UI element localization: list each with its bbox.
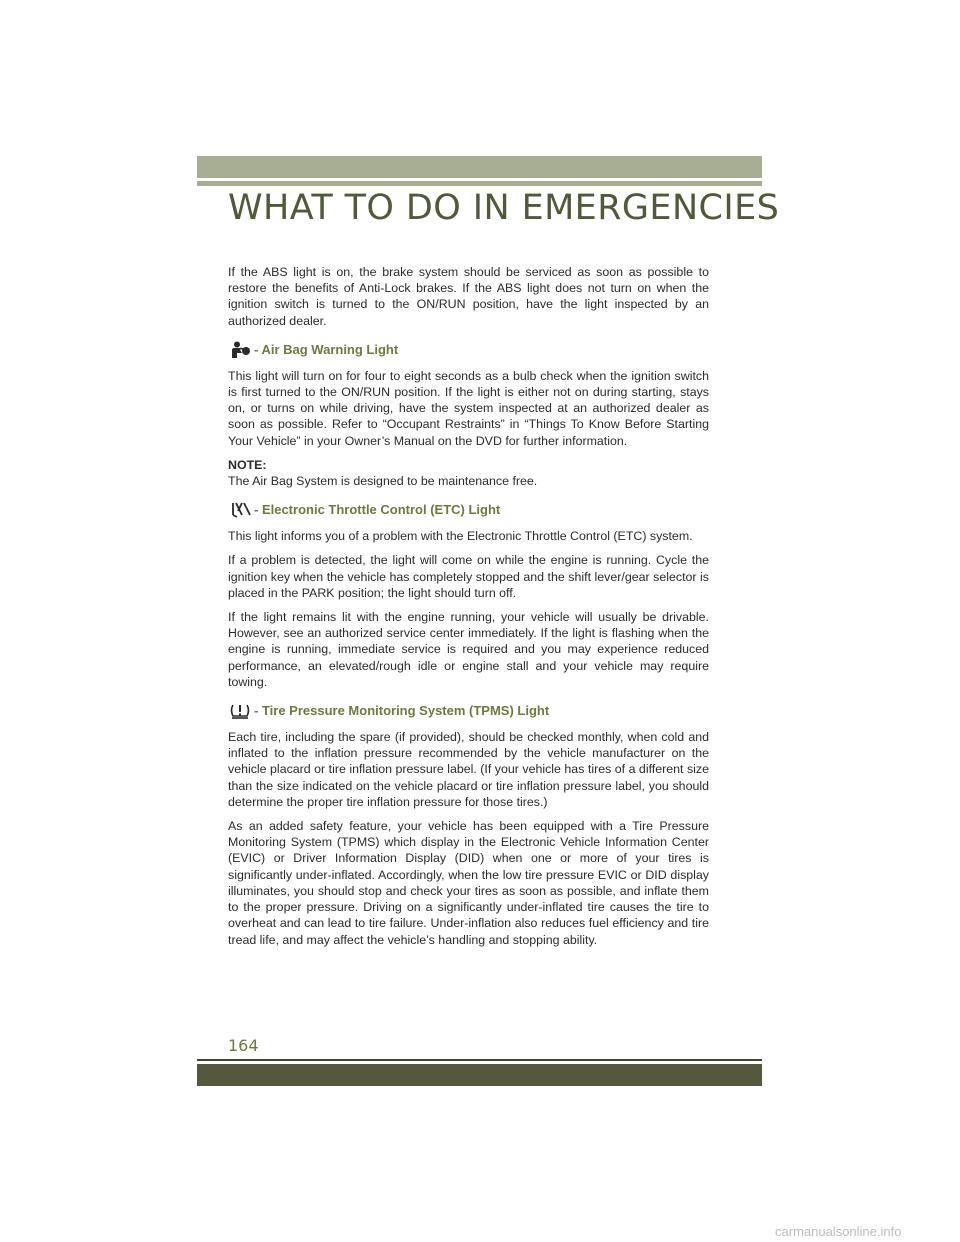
etc-paragraph-3: If the light remains lit with the engine running, your vehicle will usually be drivable. However, see an authorized service center immediately. If the light is flashing when the engine is running, immediate service is required and you may experience reduced performance, an elevated/rough idle or engine stall and your vehicle may require towing. bbox=[228, 610, 709, 689]
etc-throttle-icon bbox=[228, 501, 252, 519]
header-band bbox=[197, 156, 762, 178]
header-rule bbox=[197, 181, 762, 186]
footer-rule bbox=[197, 1059, 762, 1061]
etc-paragraph-1: This light informs you of a problem with the Electronic Throttle Control (ETC) system. bbox=[228, 529, 693, 544]
page-number: 164 bbox=[228, 1036, 259, 1055]
etc-heading bbox=[228, 501, 709, 519]
etc-heading-text: - Electronic Throttle Control (ETC) Light bbox=[254, 502, 501, 518]
airbag-paragraph: This light will turn on for four to eight seconds as a bulb check when the ignition switch is first turned to the ON/RUN position. If the light is either not on during starting, stays on, or turns on while driving, have the system inspected at an authorized dealer as soon as possible. Refer to “Occupant Restraints” in “Things To Know Before Starting Your Vehicle” in your Owner’s Manual on the DVD for further information. bbox=[228, 368, 709, 448]
etc-paragraph-2: If a problem is detected, the light will come on while the engine is running. Cycle the ignition key when the vehicle has completely stopped and the shift lever/gear selector is placed in the PARK position; the light should turn off. bbox=[228, 553, 709, 600]
footer-band bbox=[197, 1064, 762, 1086]
tpms-paragraph-1: Each tire, including the spare (if provided), should be checked monthly, when cold and inflated to the inflation pressure recommended by the vehicle manufacturer on the vehicle placard or tire inflation pressure label. (If your vehicle has tires of a different size than the size indicated on the vehicle placard or tire inflation pressure label, you should determine the proper tire inflation pressure for those tires.) bbox=[228, 730, 709, 809]
note-label: NOTE: bbox=[228, 457, 267, 472]
tpms-heading-text: - Tire Pressure Monitoring System (TPMS) Light bbox=[254, 702, 550, 718]
tpms-paragraph-2: As an added safety feature, your vehicle has been equipped with a Tire Pressure Monitoring System (TPMS) which display in the Electronic Vehicle Information Center (EVIC) or Driver Information Display (DID) when one or more of your tires is significantly under-inflated. Accordingly, when the low tire pressure EVIC or DID display illuminates, you should stop and check your tires as soon as possible, and inflate them to the proper pressure. Driving on a significantly under-inflated tire causes the tire to overheat and can lead to tire failure. Under-inflation also reduces fuel efficiency and tire tread life, and may affect the vehicle’s handling and stopping ability. bbox=[228, 819, 709, 947]
abs-paragraph: If the ABS light is on, the brake system should be serviced as soon as possible to restore the benefits of Anti-Lock brakes. If the ABS light does not turn on when the ignition switch is turned to the ON/RUN position, have the light inspected by an authorized dealer. bbox=[228, 265, 709, 328]
tpms-heading bbox=[228, 702, 709, 720]
note-text: The Air Bag System is designed to be maintenance free. bbox=[228, 474, 538, 489]
section-title: WHAT TO DO IN EMERGENCIES bbox=[228, 188, 780, 228]
page-content bbox=[228, 264, 709, 956]
watermark: carmanualsonline.info bbox=[775, 1224, 902, 1239]
tpms-tire-icon bbox=[228, 702, 252, 720]
airbag-heading bbox=[228, 341, 709, 359]
airbag-heading-text: - Air Bag Warning Light bbox=[254, 341, 399, 357]
airbag-warning-icon bbox=[228, 341, 252, 359]
